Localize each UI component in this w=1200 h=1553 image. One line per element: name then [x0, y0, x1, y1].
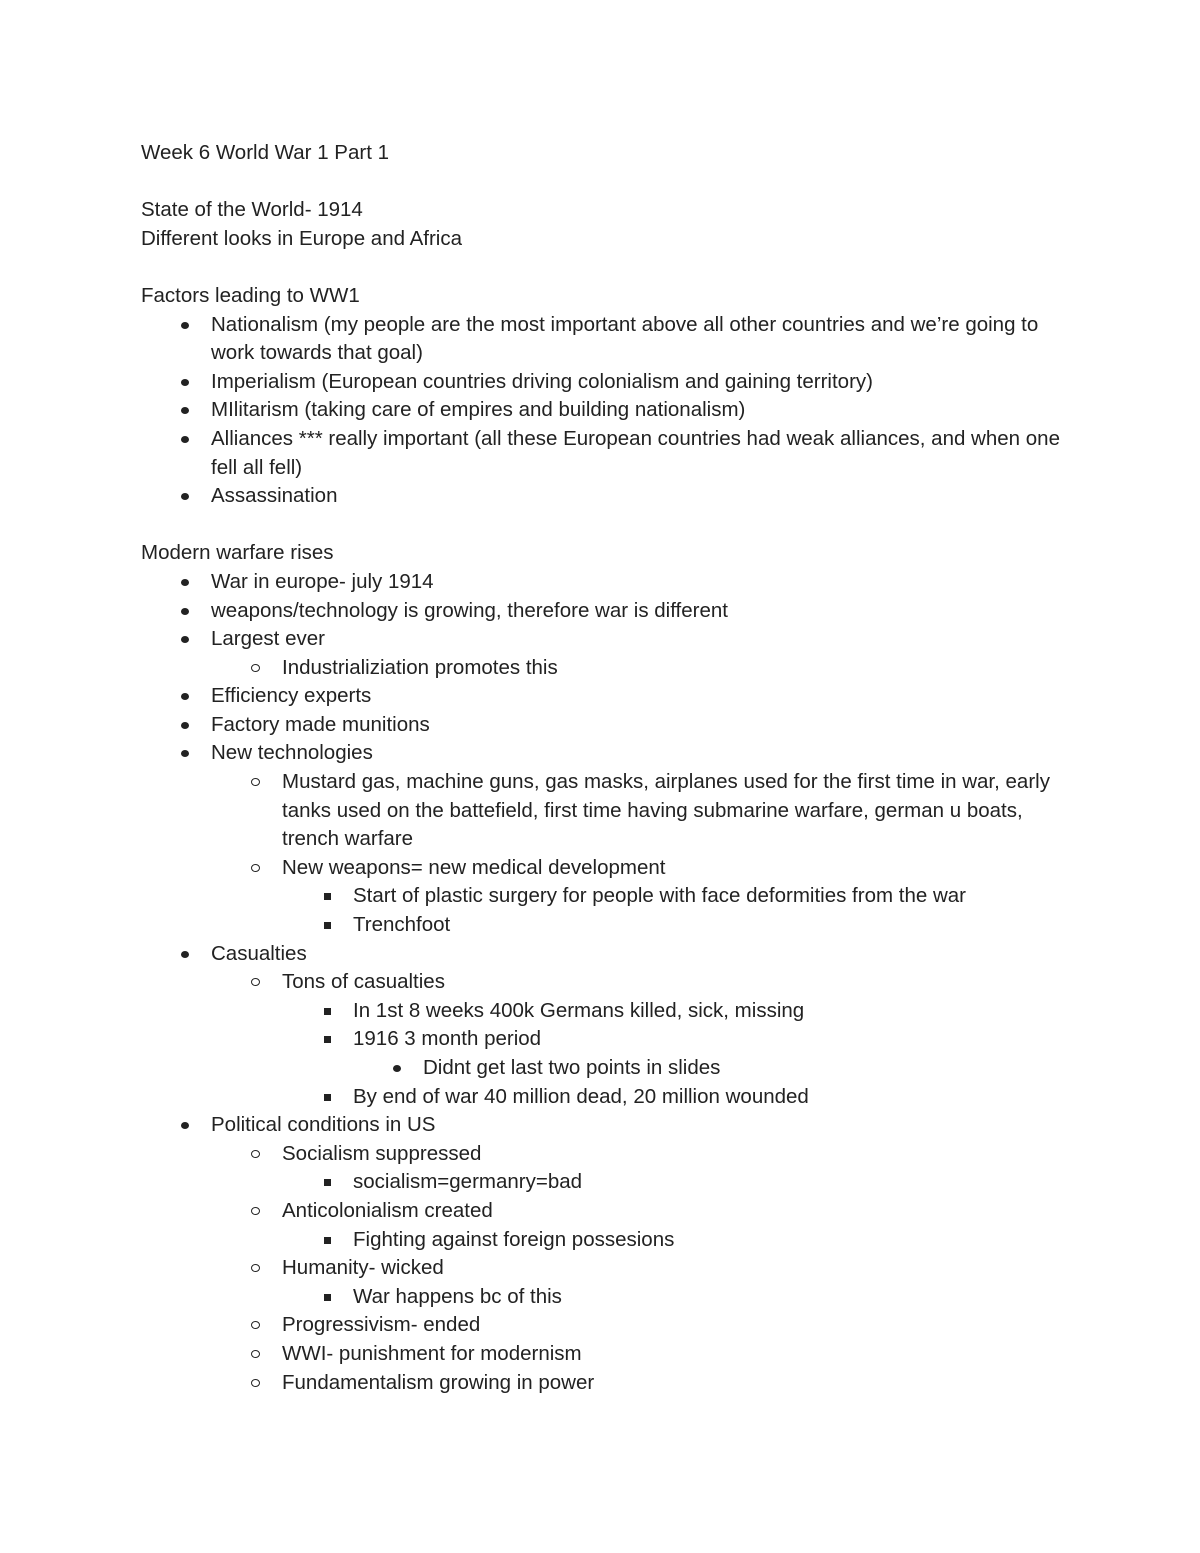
- bullet-disc-icon: [177, 682, 197, 711]
- bullet-circle-icon: [248, 854, 268, 883]
- list-item: Mustard gas, machine guns, gas masks, airplanes used for the first time in war, early tanks used on the battefield, first time having submarine warfare, german u boats, trench warfare: [141, 768, 1081, 854]
- spacer: [141, 511, 1081, 540]
- list-item: Trenchfoot: [141, 911, 1081, 940]
- bullet-disc-icon: [177, 568, 197, 597]
- list-item: Didnt get last two points in slides: [141, 1054, 1081, 1083]
- list-item: War in europe- july 1914: [141, 568, 1081, 597]
- list-item: MIlitarism (taking care of empires and building nationalism): [141, 396, 1081, 425]
- list-item: Progressivism- ended: [141, 1311, 1081, 1340]
- list-item: Largest ever: [141, 625, 1081, 654]
- bullet-square-icon: [319, 1283, 339, 1312]
- bullet-disc-icon: [177, 311, 197, 340]
- bullet-disc-icon: [177, 396, 197, 425]
- bullet-circle-icon: [248, 968, 268, 997]
- list-item: Factory made munitions: [141, 711, 1081, 740]
- bullet-circle-icon: [248, 654, 268, 683]
- bullet-square-icon: [319, 882, 339, 911]
- list-item: Political conditions in US: [141, 1111, 1081, 1140]
- section-heading-modern-warfare: Modern warfare rises: [141, 541, 334, 565]
- section-heading-factors: Factors leading to WW1: [141, 283, 360, 307]
- bullet-square-icon: [319, 911, 339, 940]
- section-heading-state-of-world: State of the World- 1914: [141, 198, 363, 222]
- list-item: Efficiency experts: [141, 682, 1081, 711]
- list-item: socialism=germanry=bad: [141, 1168, 1081, 1197]
- bullet-circle-icon: [248, 1311, 268, 1340]
- list-item: Anticolonialism created: [141, 1197, 1081, 1226]
- bullet-square-icon: [319, 1168, 339, 1197]
- bullet-disc-icon: [177, 711, 197, 740]
- list-item: War happens bc of this: [141, 1283, 1081, 1312]
- bullet-circle-icon: [248, 1254, 268, 1283]
- list-item: Fighting against foreign possesions: [141, 1226, 1081, 1255]
- list-item: Assassination: [141, 482, 1081, 511]
- list-item: Fundamentalism growing in power: [141, 1369, 1081, 1398]
- bullet-disc-icon: [177, 597, 197, 626]
- bullet-circle-icon: [248, 1340, 268, 1369]
- spacer: [141, 168, 1081, 197]
- bullet-square-icon: [319, 1226, 339, 1255]
- bullet-disc-icon: [177, 482, 197, 511]
- bullet-disc-icon: [177, 425, 197, 454]
- spacer: [141, 253, 1081, 282]
- bullet-square-icon: [319, 997, 339, 1026]
- bullet-disc-icon: [177, 368, 197, 397]
- intro-line: Different looks in Europe and Africa: [141, 226, 462, 250]
- list-item: New weapons= new medical development: [141, 854, 1081, 883]
- list-item: Start of plastic surgery for people with face deformities from the war: [141, 882, 1081, 911]
- list-item: Imperialism (European countries driving colonialism and gaining territory): [141, 368, 1081, 397]
- list-item: New technologies: [141, 739, 1081, 768]
- bullet-circle-icon: [248, 768, 268, 797]
- list-item: Tons of casualties: [141, 968, 1081, 997]
- document-page: [141, 139, 1081, 1397]
- factors-list: [141, 311, 1081, 511]
- list-item: Socialism suppressed: [141, 1140, 1081, 1169]
- list-item: Alliances *** really important (all these European countries had weak alliances, and when one fell all fell): [141, 425, 1081, 482]
- document-title: Week 6 World War 1 Part 1: [141, 141, 389, 164]
- list-item: Humanity- wicked: [141, 1254, 1081, 1283]
- list-item: In 1st 8 weeks 400k Germans killed, sick, missing: [141, 997, 1081, 1026]
- list-item: weapons/technology is growing, therefore war is different: [141, 597, 1081, 626]
- bullet-square-icon: [319, 1025, 339, 1054]
- bullet-disc-icon: [389, 1054, 409, 1083]
- list-item: WWI- punishment for modernism: [141, 1340, 1081, 1369]
- list-item: By end of war 40 million dead, 20 million wounded: [141, 1083, 1081, 1112]
- list-item: Nationalism (my people are the most important above all other countries and we’re going to work towards that goal): [141, 311, 1081, 368]
- list-item: 1916 3 month period: [141, 1025, 1081, 1054]
- warfare-list: [141, 568, 1081, 1397]
- bullet-circle-icon: [248, 1140, 268, 1169]
- list-item: Casualties: [141, 940, 1081, 969]
- bullet-circle-icon: [248, 1369, 268, 1398]
- bullet-square-icon: [319, 1083, 339, 1112]
- bullet-disc-icon: [177, 1111, 197, 1140]
- bullet-disc-icon: [177, 940, 197, 969]
- list-item: Industrializiation promotes this: [141, 654, 1081, 683]
- bullet-circle-icon: [248, 1197, 268, 1226]
- bullet-disc-icon: [177, 739, 197, 768]
- bullet-disc-icon: [177, 625, 197, 654]
